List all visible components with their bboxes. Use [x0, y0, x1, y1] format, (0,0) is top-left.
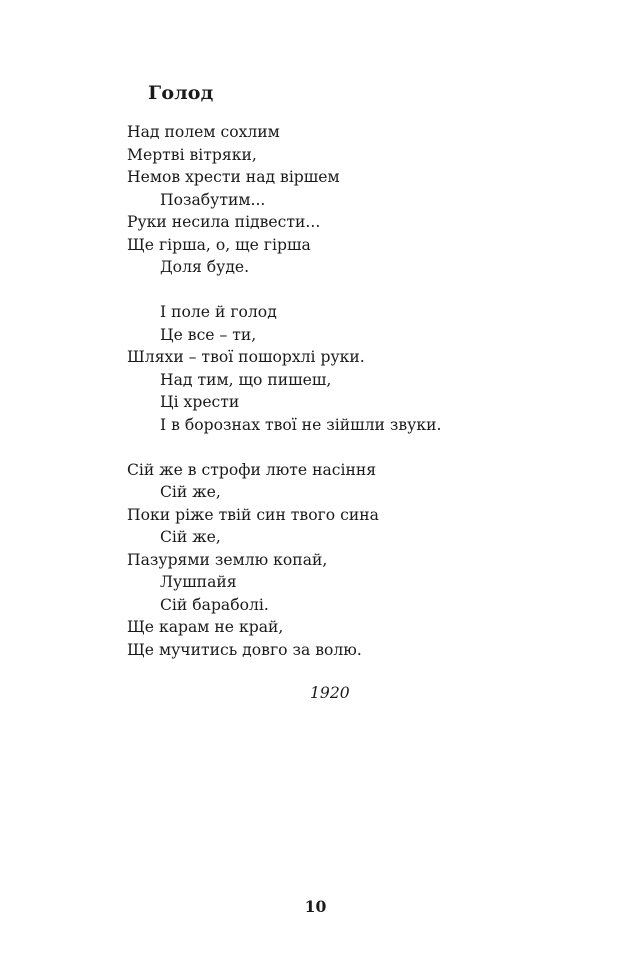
stanza — [127, 121, 587, 279]
poem-line: Ще карам не край, — [127, 618, 284, 636]
poem-line: Поки ріже твій син твого сина — [127, 505, 379, 524]
poem-line: Руки несила підвести... — [127, 213, 321, 231]
poem-line: Ще гірша, о, ще гірша — [127, 235, 311, 254]
poem-body — [127, 121, 587, 684]
poem-line: І поле й голод — [160, 303, 277, 321]
page-number: 10 — [304, 897, 327, 916]
poem-line: Сій же, — [160, 528, 221, 546]
poem-line: Над тим, що пишеш, — [160, 370, 332, 389]
poem-line: Сій же в строфи люте насіння — [127, 460, 377, 479]
poem-line: Доля буде. — [160, 258, 250, 276]
poem-line: Ще мучитись довго за волю. — [127, 640, 362, 659]
poem-line: Шляхи – твої пошорхлі руки. — [127, 348, 365, 366]
poem-line: Це все – ти, — [160, 325, 257, 344]
poem-line: Мертві вітряки, — [127, 145, 257, 164]
poem-line: Сій же, — [160, 483, 221, 501]
poem-line: Немов хрести над віршем — [127, 168, 340, 186]
poem-line: Ці хрести — [160, 393, 240, 411]
poem-title: Голод — [148, 82, 214, 104]
stanza — [127, 301, 587, 436]
poem-line: Пазурями землю копай, — [127, 550, 328, 569]
poem-line: Сій бараболі. — [160, 595, 269, 614]
poem-date: 1920 — [310, 684, 350, 702]
poem-line: І в борознах твої не зійшли звуки. — [160, 415, 442, 434]
poem-line: Лушпайя — [160, 573, 237, 591]
poem-line: Над полем сохлим — [127, 123, 280, 141]
poem-line: Позабутим... — [160, 190, 266, 209]
stanza — [127, 459, 587, 662]
